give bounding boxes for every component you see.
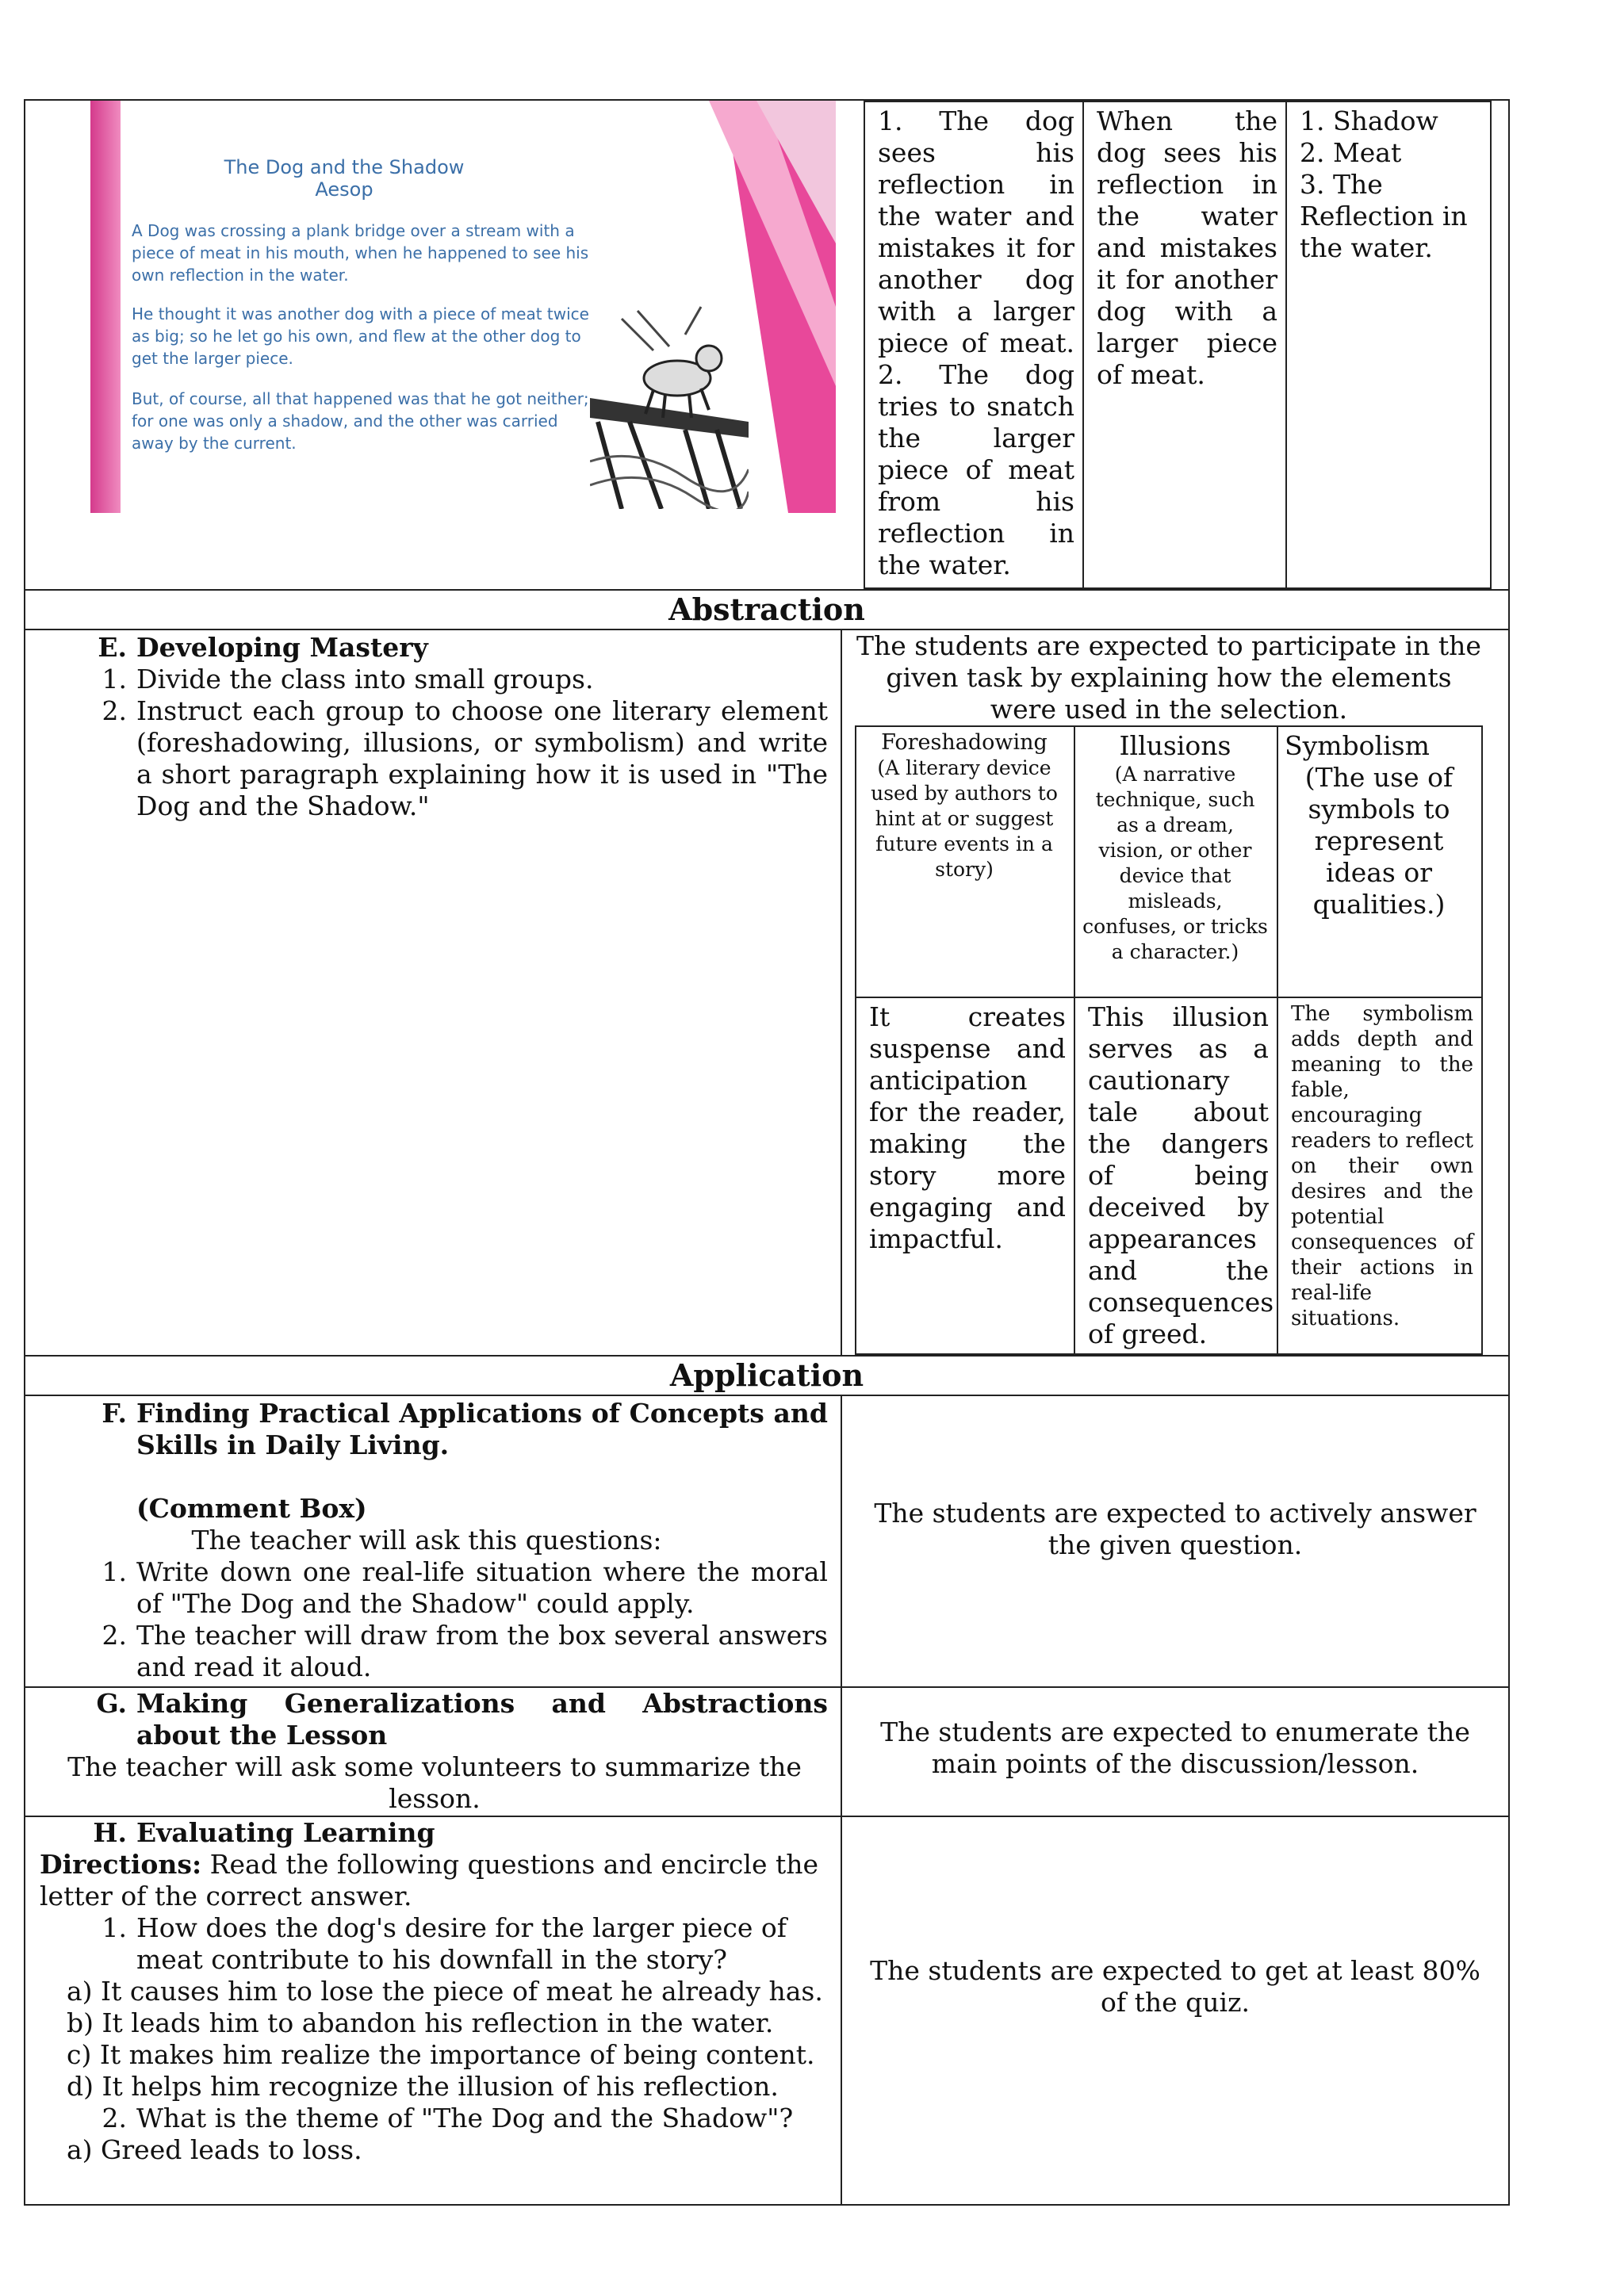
symbolism-explanation: The symbolism adds depth and meaning to the fable, encouraging readers to reflect on their own desires and the potential consequences of their actions in real-life situations. (1277, 997, 1482, 1354)
mastery-item-2: 2. Instruct each group to choose one literary element (foreshadowing, illusions, or symbolism) and write a short paragraph explaining how it is used in "The Dog and the Shadow." (102, 695, 828, 821)
foreshadowing-def: Foreshadowing (A literary device used by authors to hint at or suggest future events in a story) (856, 726, 1074, 997)
symbolism-def: Symbolism (The use of symbols to represent ideas or qualities.) (1277, 726, 1482, 997)
top-col-3: 1. Shadow 2. Meat 3. The Reflection in the water. (1286, 101, 1491, 588)
generalizations-cell (25, 1687, 841, 1816)
foreshadowing-explanation: It creates suspense and anticipation for the reader, making the story more engaging and impactful. (856, 997, 1074, 1354)
f-item-1: 1. Write down one real-life situation where the moral of "The Dog and the Shadow" could apply. (102, 1556, 828, 1619)
dog-on-bridge-illustration-icon (590, 303, 749, 509)
teacher-question-lead: The teacher will ask this questions: (191, 1525, 662, 1556)
question-1: 1. How does the dog's desire for the larger piece of meat contribute to his downfall in the story? (102, 1912, 787, 1975)
top-col-2: When the dog sees his reflection in the water and mistakes it for another dog with a larger piece of meat. (1083, 101, 1286, 588)
story-image (90, 101, 836, 513)
practical-applications-cell (25, 1395, 841, 1687)
story-paragraph-1: A Dog was crossing a plank bridge over a stream with a piece of meat in his mouth, when he happened to see his own reflection in the water. (132, 221, 589, 285)
top-inner-cell (841, 100, 1509, 590)
evaluating-learning-cell (25, 1816, 841, 2205)
section-h-title: H. Evaluating Learning (93, 1817, 435, 1848)
f-expected-response: The students are expected to actively answer the given question. (841, 1395, 1509, 1687)
story-title: The Dog and the Shadow Aesop (224, 156, 465, 201)
h-directions: Directions: Read the following questions and encircle the letter of the correct answer. (40, 1849, 819, 1911)
top-col-1: 1. The dog sees his reflection in the water and mistakes it for another dog with a larger piece of meat. 2. The dog tries to snatch the larger piece of meat from his reflection in the water. (864, 101, 1083, 588)
question-2: 2. What is the theme of "The Dog and the Shadow"? (102, 2103, 794, 2133)
elements-cell (841, 629, 1509, 1356)
elements-intro: The students are expected to participate in the given task by explaining how the elements were used in the selection. (856, 630, 1481, 725)
h-expected-response: The students are expected to get at least 80% of the quiz. (841, 1816, 1509, 2205)
mastery-item-1: 1. Divide the class into small groups. (102, 664, 594, 695)
comment-box-label: (Comment Box) (136, 1493, 367, 1524)
q1-choice-b: b) It leads him to abandon his reflection in the water. (67, 2007, 774, 2038)
developing-mastery-cell (25, 629, 841, 1356)
q1-choice-d: d) It helps him recognize the illusion of his reflection. (67, 2071, 779, 2102)
q1-choice-c: c) It makes him realize the importance of being content. (67, 2039, 815, 2070)
application-heading: Application (25, 1356, 1509, 1395)
story-image-cell (25, 100, 841, 590)
story-paragraph-2: He thought it was another dog with a piece of meat twice as big; so he let go his own, and flew at the other dog to get the larger piece. (132, 304, 589, 368)
g-body: The teacher will ask some volunteers to summarize the lesson. (67, 1751, 802, 1814)
f-item-2: 2. The teacher will draw from the box several answers and read it aloud. (102, 1620, 828, 1682)
abstraction-heading: Abstraction (25, 590, 1509, 629)
elements-table (855, 725, 1483, 1355)
section-e-title: E. Developing Mastery (98, 632, 428, 663)
top-inner-table (864, 101, 1492, 589)
g-expected-response: The students are expected to enumerate the main points of the discussion/lesson. (841, 1687, 1509, 1816)
section-f-title: F. Finding Practical Applications of Concepts and Skills in Daily Living. (102, 1398, 828, 1460)
lesson-plan-table (24, 99, 1510, 2206)
q1-choice-a: a) It causes him to lose the piece of meat he already has. (67, 1976, 823, 2007)
illusions-explanation: This illusion serves as a cautionary tale about the dangers of being deceived by appearances and the consequences of greed. (1074, 997, 1277, 1354)
lesson-plan-page (24, 99, 1508, 2206)
section-g-title: G. Making Generalizations and Abstractions about the Lesson (96, 1688, 828, 1751)
illusions-def: Illusions (A narrative technique, such as a dream, vision, or other device that misleads, confuses, or tricks a character.) (1074, 726, 1277, 997)
story-paragraph-3: But, of course, all that happened was that he got neither; for one was only a shadow, and the other was carried away by the current. (132, 389, 589, 453)
q2-choice-a: a) Greed leads to loss. (67, 2134, 362, 2165)
